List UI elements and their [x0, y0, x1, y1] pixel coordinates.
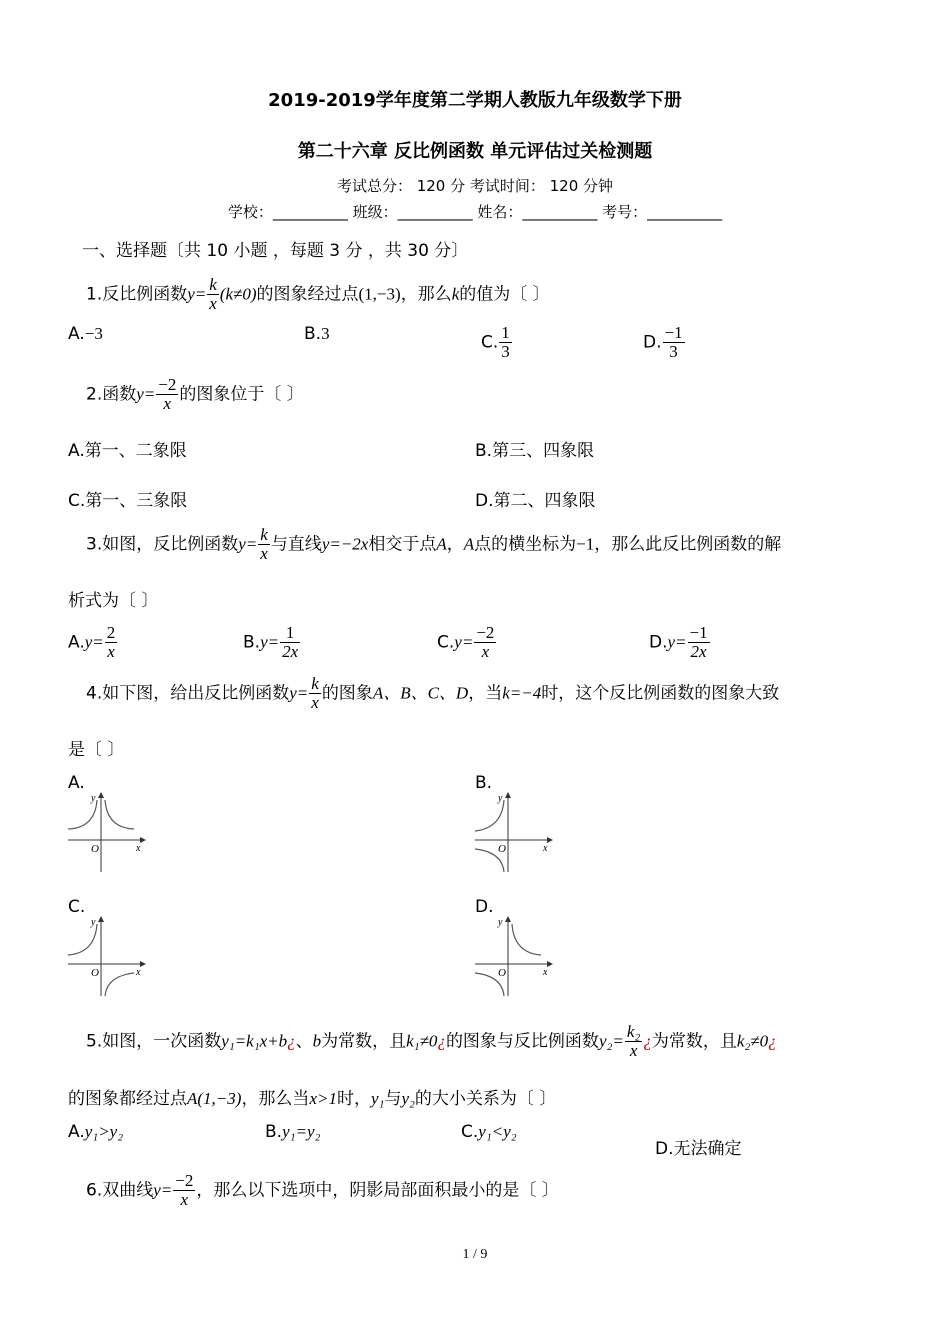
- exam-info: 考试总分： 120 分 考试时间： 120 分钟: [336, 177, 614, 195]
- q5-option-a[interactable]: A.y₁>y₂: [68, 1122, 124, 1142]
- q5-option-b[interactable]: B.y₁=y₂: [265, 1122, 321, 1142]
- question-3-cont: 析式为〔 〕: [68, 591, 159, 611]
- q1-option-d[interactable]: D. $\frac{-1}{3}$: [643, 323, 683, 361]
- svg-text:y: y: [91, 917, 96, 928]
- q4-option-d-label[interactable]: D.: [475, 897, 494, 917]
- q4-option-b-label[interactable]: B.: [475, 773, 493, 793]
- q4-option-a-label[interactable]: A.: [68, 773, 85, 793]
- q4-graph-b[interactable]: [473, 792, 553, 874]
- svg-text:y: y: [498, 793, 503, 804]
- q4-graph-c[interactable]: [66, 916, 146, 998]
- question-3: 3.如图，反比例函数y= $\frac{k}{x}$ 与直线y=−2x相交于点A，A点的横坐标为−1，那么此反比例函数的解: [86, 525, 782, 563]
- question-6: 6.双曲线y= $\frac{-2}{x}$ ，那么以下选项中，阴影局部面积最小的是〔 〕: [86, 1171, 559, 1209]
- doc-title: 2019-2019学年度第二学期人教版九年级数学下册: [268, 90, 682, 111]
- page-number: 1 / 9: [462, 1247, 488, 1262]
- svg-text:O: O: [91, 967, 99, 979]
- svg-text:O: O: [91, 843, 99, 855]
- svg-text:y: y: [91, 793, 96, 804]
- svg-text:x: x: [543, 967, 548, 978]
- q3-option-d[interactable]: D.y= $\frac{-1}{2x}$: [649, 623, 708, 661]
- section-heading: 一、选择题〔共 10 小题 ，每题 3 分 ，共 30 分〕: [82, 241, 469, 261]
- q2-option-c[interactable]: C.第一、三象限: [68, 491, 188, 511]
- q4-option-c-label[interactable]: C.: [68, 897, 86, 917]
- svg-text:x: x: [136, 967, 141, 978]
- student-fields: 学校：__________ 班级：__________ 姓名：__________ 考号：__________: [227, 203, 723, 221]
- q3-option-c[interactable]: C.y= $\frac{-2}{x}$: [437, 623, 495, 661]
- q5-option-d[interactable]: D.无法确定: [655, 1139, 742, 1159]
- q4-graph-d[interactable]: [473, 916, 553, 998]
- svg-text:O: O: [498, 967, 506, 979]
- q1-option-c[interactable]: C. $\frac{1}{3}$: [481, 323, 510, 361]
- question-4: 4.如下图，给出反比例函数y= $\frac{k}{x}$ 的图象A、B、C、D，当k=−4时，这个反比例函数的图象大致: [86, 674, 780, 712]
- svg-text:x: x: [543, 843, 548, 854]
- q3-option-b[interactable]: B.y= $\frac{1}{2x}$: [243, 623, 299, 661]
- q2-option-d[interactable]: D.第二、四象限: [475, 491, 596, 511]
- question-1: 1.反比例函数y= $\frac{k}{x}$ (k≠0)的图象经过点(1,−3)，那么k的值为〔 〕: [86, 275, 550, 313]
- question-4-cont: 是〔 〕: [68, 740, 125, 760]
- question-2: 2.函数y= $\frac{-2}{x}$ 的图象位于〔 〕: [86, 375, 304, 413]
- doc-subtitle: 第二十六章 反比例函数 单元评估过关检测题: [297, 141, 653, 162]
- q2-option-b[interactable]: B.第三、四象限: [475, 441, 595, 461]
- question-5: 5.如图，一次函数y₁=k₁x+b¿、b为常数，且k₁≠0¿的图象与反比例函数y₂= $\frac{\text{k₂}}{x}$ ¿为常数，且k₂≠0¿: [86, 1022, 777, 1060]
- q2-option-a[interactable]: A.第一、二象限: [68, 441, 187, 461]
- q1-option-a[interactable]: A.−3: [68, 324, 103, 344]
- q5-option-c[interactable]: C.y₁<y₂: [461, 1122, 517, 1142]
- q1-option-b[interactable]: B.3: [304, 324, 330, 344]
- q4-graph-a[interactable]: [66, 792, 146, 874]
- question-5-cont: 的图象都经过点A(1,−3)，那么当x>1时，y₁与y₂的大小关系为〔 〕: [68, 1089, 557, 1109]
- q3-option-a[interactable]: A.y= $\frac{2}{x}$: [68, 623, 116, 661]
- svg-text:O: O: [498, 843, 506, 855]
- svg-text:y: y: [498, 917, 503, 928]
- svg-text:x: x: [136, 843, 141, 854]
